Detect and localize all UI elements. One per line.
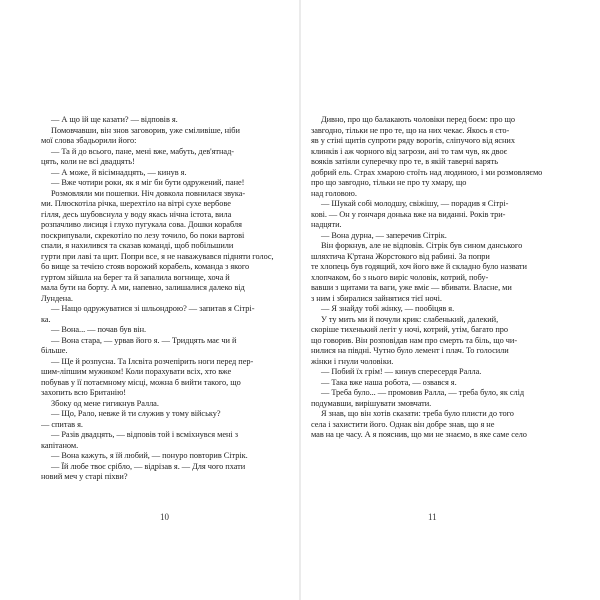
text-line: над головою. bbox=[311, 188, 357, 198]
text-line: добрий ель. Страх хмарою стоїть над людиною, і ми розмовляємо bbox=[311, 167, 543, 177]
text-line: спали, я нахилився та сказав команді, щоб побільшили bbox=[41, 241, 234, 250]
text-line: хлопчаком, бо з нього виріс чоловік, котрий, побу- bbox=[311, 272, 489, 282]
text-line: — А може, й вісімнадцять, — кинув я. bbox=[51, 167, 187, 177]
paragraph bbox=[41, 189, 290, 305]
text-line: — Така вже наша робота, — озвався я. bbox=[321, 377, 457, 387]
paragraph bbox=[41, 462, 290, 483]
text-line: У ту мить ми й почули крик: слабенький, далекий, bbox=[321, 314, 499, 324]
left-page-text bbox=[41, 115, 290, 495]
text-line: захопить всю Британію! bbox=[41, 388, 126, 397]
paragraph bbox=[311, 315, 560, 368]
paragraph bbox=[41, 357, 290, 399]
text-line: — Що, Рало, невже й ти служив у тому війську? bbox=[51, 409, 221, 418]
paragraph bbox=[41, 399, 290, 410]
text-line: бо вище за течією стояв ворожий корабель, команда з якого bbox=[41, 262, 250, 271]
text-line: побував у її потаємному місці, можна б вийти такого, що bbox=[41, 377, 241, 387]
text-line: яв у стіні щитів супроти ряду ворогів, сліпучого від ясних bbox=[311, 136, 515, 145]
text-line: ка. bbox=[41, 314, 51, 324]
text-line: те хлопець був годящий, хоч його вже й складно було назвати bbox=[311, 262, 527, 271]
left-page-number: 10 bbox=[160, 512, 169, 522]
text-line: — Їй любе твоє срібло, — відрізав я. — Для чого пхати bbox=[51, 461, 246, 471]
paragraph bbox=[311, 241, 560, 304]
paragraph bbox=[311, 409, 560, 441]
text-line: шляхтича К'ртана Жорстокого від рабині. За попри bbox=[311, 251, 490, 261]
paragraph bbox=[41, 451, 290, 462]
text-line: — Вона дурна, — заперечив Сітрік. bbox=[321, 230, 447, 240]
paragraph bbox=[41, 304, 290, 325]
text-line: розпачливо лисиця і глухо пугукала сова. Дошки корабля bbox=[41, 220, 242, 229]
paragraph bbox=[41, 115, 290, 126]
text-line: новий меч у старі піхви? bbox=[41, 472, 128, 481]
text-line: — Я знайду тобі жінку, — пообіцяв я. bbox=[321, 304, 455, 313]
paragraph bbox=[311, 378, 560, 389]
paragraph bbox=[41, 336, 290, 357]
book-gutter bbox=[299, 0, 301, 600]
text-line: — Вона... — почав був він. bbox=[51, 325, 147, 334]
text-line: цять, коли не всі двадцять! bbox=[41, 157, 135, 166]
text-line: жінки і гнули чоловіки. bbox=[311, 356, 394, 366]
text-line: вавши з щитами та ваги, уже вміє — вбивати. Власне, ми bbox=[311, 283, 512, 292]
paragraph bbox=[41, 430, 290, 451]
text-line: — Вже чотири роки, як я міг би бути одружений, пане! bbox=[51, 178, 245, 187]
text-line: — Нащо одружуватися зі шльондрою? — запитав я Сітрі- bbox=[51, 304, 255, 313]
text-line: про що завгодно, тільки не про ту хмару, що bbox=[311, 178, 467, 187]
text-line: мої слова збадьорили його: bbox=[41, 136, 137, 145]
text-line: кові. — Он у гончаря донька вже на виданні. Років три- bbox=[311, 209, 506, 219]
paragraph bbox=[41, 409, 290, 430]
text-line: мала бути на борту. А ми, напевно, залишалися далеко від bbox=[41, 283, 245, 292]
text-line: вояків затіяли суперечку про те, в якій таверні варять bbox=[311, 157, 499, 166]
right-page-text bbox=[311, 115, 560, 495]
text-line: Я знав, що він хотів сказати: треба було плисти до того bbox=[321, 409, 514, 418]
text-line: гілля, десь шубовснула у воду якась нічна істота, вила bbox=[41, 209, 232, 219]
text-line: скоріше тихенький легіт у ночі, котрий, утім, багато про bbox=[311, 325, 508, 334]
text-line: — Ще й розпусна. Та Ілсвіта розчепірить ноги перед пер- bbox=[51, 356, 254, 366]
right-page-number: 11 bbox=[428, 512, 437, 522]
paragraph bbox=[41, 126, 290, 147]
text-line: шим-ліпшим мужиком! Коли порахувати всіх, хто вже bbox=[41, 367, 232, 376]
text-line: подумавши, вирішувати змовчати. bbox=[311, 398, 432, 408]
text-line: з ним і збиралися зайнятися тієї ночі. bbox=[311, 293, 442, 303]
text-line: — Та й до всього, пане, мені вже, мабуть, дев'ятнад- bbox=[51, 146, 234, 156]
text-line: Помовчавши, він знов заговорив, уже сміливіше, ніби bbox=[51, 125, 240, 135]
text-line: — Вона стара, — урвав його я. — Тридцять має чи й bbox=[51, 335, 237, 345]
text-line: — Треба було... — промовив Ралла, — треба було, як слід bbox=[321, 388, 525, 397]
text-line: Він форкнув, але не відповів. Сітрік був сином данського bbox=[321, 241, 523, 250]
text-line: — Вона кажуть, я їй любий, — понуро повторив Сітрік. bbox=[51, 451, 248, 460]
text-line: Лундена. bbox=[41, 293, 73, 303]
text-line: гуртом зійшла на берег та й запалила вогнище, хоча й bbox=[41, 272, 230, 282]
text-line: більше. bbox=[41, 346, 68, 355]
text-line: клинків і аж чорного від загрози, ані то там чув, як двоє bbox=[311, 146, 508, 156]
paragraph bbox=[311, 231, 560, 242]
paragraph bbox=[41, 168, 290, 179]
text-line: поскрипували, скрекотіло по лезу точило, бо поки вартові bbox=[41, 230, 245, 240]
text-line: — спитав я. bbox=[41, 419, 83, 429]
text-line: — Побий їх грім! — кинув спересердя Ралла. bbox=[321, 367, 482, 376]
paragraph bbox=[311, 367, 560, 378]
text-line: надцяти. bbox=[311, 220, 342, 229]
text-line: завгодно, тільки не про те, що на них чекає. Якось я сто- bbox=[311, 125, 510, 135]
paragraph bbox=[311, 115, 560, 199]
paragraph bbox=[311, 199, 560, 231]
text-line: Дивно, про що балакають чоловіки перед боєм: про що bbox=[321, 115, 516, 124]
text-line: ми. Плюскотіла річка, шерехтіло на вітрі сухе вербове bbox=[41, 199, 231, 208]
text-line: села і захистити його. Однак він добре знав, що я не bbox=[311, 419, 495, 429]
text-line: гурти при лаві та щит. Попри все, я не наважувався підняти голос, bbox=[41, 251, 274, 261]
text-line: мав на це часу. А я пояснив, що ми не знаємо, в яке саме село bbox=[311, 430, 527, 439]
text-line: що говорив. Він розповідав нам про смерть та біль, що чи- bbox=[311, 335, 518, 345]
text-line: капітаном. bbox=[41, 440, 79, 450]
text-line: — А що їй ще казати? — відповів я. bbox=[51, 115, 178, 124]
text-line: Збоку од мене гигикнув Ралла. bbox=[51, 398, 159, 408]
paragraph bbox=[41, 147, 290, 168]
paragraph bbox=[41, 325, 290, 336]
paragraph bbox=[41, 178, 290, 189]
text-line: — Разів двадцять, — відповів той і всміхнувся мені з bbox=[51, 430, 238, 439]
paragraph bbox=[311, 304, 560, 315]
text-line: — Шукай собі молодшу, свіжішу, — порадив я Сітрі- bbox=[321, 199, 509, 208]
paragraph bbox=[311, 388, 560, 409]
text-line: нилися на півдні. Чутно було лемент і плач. То голосили bbox=[311, 346, 509, 355]
text-line: Розмовляли ми пошепки. Ніч довкола повнилася звука- bbox=[51, 188, 246, 198]
